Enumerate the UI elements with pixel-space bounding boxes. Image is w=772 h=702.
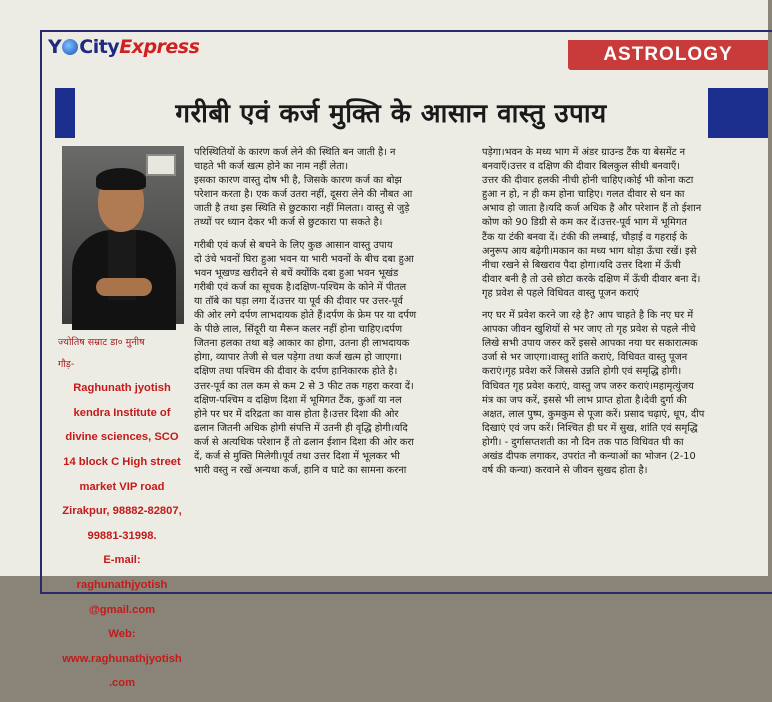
article-text-line: विधिवत गृह प्रवेश कराएं, वास्तु जप जरुर कराएं।महामृत्युंजय [482, 380, 694, 392]
author-photo [62, 146, 184, 324]
article-text-line: दक्षिण तथा पश्चिम की दीवार के दर्पण हानिकारक होते है। [194, 366, 398, 378]
article-text-line: भवन भूखण्ड खरीदने से बचें क्योंकि दबा हुआ भवन भूखंड [194, 267, 399, 279]
byline-contact-line: Zirakpur, 98882-82807, [62, 505, 182, 518]
article-text-line: नीचा रखने से बिखराव पैदा होगा।यदि उत्तर दिशा में ऊँची [482, 259, 681, 271]
article-text-line: उत्तर-पूर्व का तल कम से कम 2 से 3 फीट तक गहरा करवा दें। [194, 380, 414, 392]
article-text-line: अभाव हो जाता है।यदि कर्ज अधिक है और परेशान हैं तो ईशान [482, 203, 702, 215]
article-text-line: होगी। - दुर्गासप्तशती का नौ दिन तक पाठ विधिवत घी का [482, 436, 684, 448]
byline-contact-line: .com [108, 677, 136, 690]
article-text-line: परिस्थितियों के कारण कर्ज लेने की स्थिति बन जाती है। न [194, 147, 396, 158]
article-text-line: परेशान करता है। एक कर्ज उतरा नहीं, दूसरा लेने की नौबत आ [194, 189, 413, 201]
article-text-line: इसका कारण वास्तु दोष भी है, जिसके कारण कर्ज का बोझ [194, 175, 402, 187]
headline-bar-right [708, 88, 768, 138]
article-text-line: कराएं।गृह प्रवेश करें जिससे उन्नति होगी एवं समृद्धि होगी। [482, 366, 682, 378]
article-text-line: भारी वस्तु न रखें अन्यथा कर्ज, हानि व घाटे का सामना करना [194, 465, 407, 477]
article-text-line: आपका जीवन खुशियों से भर जाए तो गृह प्रवेश से पहले नीचे [482, 324, 696, 336]
byline-contact-line: raghunathjyotish [76, 578, 168, 591]
article-text-line: ढलान जितनी अधिक होगी संपत्ति में उतनी ही वृद्धि होगी।यदि [194, 422, 408, 434]
logo-city: City [79, 36, 120, 58]
article-text-line: या तॉबे का घड़ा लगा दें।उत्तर या पूर्व की दीवार पर उत्तर-पूर्व [194, 295, 403, 307]
article-text-line: टैंक या टंकी बनवा दें। टंकी की लम्बाई, चौड़ाई व गहराई के [482, 231, 688, 243]
article-text-line: होने पर घर में दरिद्रता का वास होता है।उत्तर दिशा की ओर [194, 408, 399, 420]
byline-contact-line: @gmail.com [88, 603, 156, 616]
article-text-line: पड़ेगा।भवन के मध्य भाग में अंडर ग्राउन्ड टैंक या बेसमेंट न [482, 147, 686, 158]
article-text-line: अक्षत, लाल पुष्प, कुमकुम से पूजा करें। प्रसाद चढ़ाएं, धूप, दीप [482, 408, 705, 420]
article-text-line: वर्ष की कन्या) करवाने से जीवन सुखद होता है। [482, 465, 648, 477]
article-text-line: कर्ज से अत्यधिक परेशान हैं तो ढलान ईशान दिशा की ओर करा [194, 436, 414, 448]
article-text-line: जितना हलका तथा बड़े आकार का होगा, उतना ही लाभदायक [194, 338, 410, 350]
city-express-logo [48, 36, 199, 66]
article-text-line: की ओर लगे दर्पण लाभदायक होते हैं।दर्पण के फ्रेम पर या दर्पण [194, 310, 417, 322]
byline-contact-line: www.raghunathjyotish [62, 652, 182, 665]
article-text-line: दीवार बनी है तो उसे छोटा करके दक्षिण में ऊँची दीवार बना दें। [482, 273, 701, 285]
article-text-line: दिखाएं एवं जप करें। निश्चित ही घर में सुख, शांति एवं समृद्धि [482, 422, 698, 434]
article-text-line: दें, कर्ज से मुक्ति मिलेगी।पूर्व तथा उत्तर दिशा में भूलकर भी [194, 450, 400, 462]
paragraph-break [194, 231, 464, 239]
article-headline: गरीबी एवं कर्ज मुक्ति के आसान वास्तु उपाय [175, 99, 607, 129]
byline-contact-line: Raghunath jyotish [73, 382, 171, 395]
globe-icon [62, 39, 78, 55]
paragraph-break [482, 301, 760, 309]
logo-y: Y [48, 36, 62, 58]
headline-bar-left [55, 88, 75, 138]
article-text-line: होगा, व्यापार तेजी से चल पड़ेगा तथा कर्ज खत्म हो जाएगा। [194, 352, 402, 364]
section-label: ASTROLOGY [568, 40, 768, 70]
byline-contact-line: kendra Institute of [73, 406, 171, 419]
article-text-line: तथ्यों पर ध्यान देकर भी कर्ज से छुटकारा पा सकते है। [194, 217, 383, 229]
byline-contact-line: divine sciences, SCO [65, 431, 179, 444]
byline-contact-line: 14 block C High street [63, 455, 181, 468]
byline-hindi-line: ज्योतिष सम्राट डा० मुनीष [58, 336, 145, 348]
author-byline [52, 326, 192, 702]
article-text-line: हुआ न हो, न ही कम होना चाहिए। गलत दीवार से धन का [482, 189, 685, 201]
byline-hindi [52, 336, 192, 372]
byline-contact-line: Web: [108, 628, 136, 641]
article-text-line: उत्तर की दीवार हलकी नीची होनी चाहिए।कोई भी कोना कटा [482, 175, 694, 187]
article-text-line: लिखे सभी उपाय जरुर करें इससे आपका नया घर सकारात्मक [482, 338, 698, 350]
article-text-line: मंत्र का जप करें, इससे भी लाभ प्राप्त होता है।देवी दुर्गा की [482, 394, 687, 406]
byline-contact-line: market VIP road [79, 480, 165, 493]
article-text-line: गरीबी एवं कर्ज से बचने के लिए कुछ आसान वास्तु उपाय [194, 239, 393, 251]
byline-contact [52, 382, 192, 691]
byline-contact-line: E-mail: [103, 554, 141, 567]
article-text-line: दक्षिण-पश्चिम व दक्षिण दिशा में भूमिगत टैंक, कुआँ या नल [194, 394, 402, 406]
article-text-line: अनुरूप आय बढ़ेगी।मकान का मध्य भाग थोड़ा ऊँचा रखें। इसे [482, 245, 697, 257]
article-text-line: चाहते भी कर्ज खत्म होने का नाम नहीं लेता। [194, 161, 349, 173]
article-column-2 [482, 146, 760, 478]
article-text-line: जाती है तथा इस स्थिति से छुटकारा नहीं मिलता। वास्तु से जुड़े [194, 203, 410, 215]
byline-hindi-line: गौड़- [58, 359, 75, 370]
article-text-line: उर्जा से भर जाएगा।वास्तु शांति कराएं, विधिवत वास्तु पूजन [482, 352, 688, 364]
article-column-1 [194, 146, 464, 478]
byline-contact-line: 99881-31998. [87, 529, 157, 542]
article-text-line: गरीबी एवं कर्ज का सूचक है।दक्षिण-पश्चिम के कोने में पीतल [194, 281, 407, 293]
article-text-line: बनवाएँ।उत्तर व दक्षिण की दीवार बिलकुल सीधी बनवाएँ। [482, 161, 680, 173]
article-text-line: नए घर में प्रवेश करने जा रहे है? आप चाहते है कि नए घर में [482, 310, 694, 322]
article-text-line: के पीछे लाल, सिंदूरी या मैरून कलर नहीं होना चाहिए।दर्पण [194, 324, 403, 336]
article-text-line: अखंड दीपक लगाकर, उपरांत नौ कन्याओं का भोजन (2-10 [482, 450, 696, 462]
logo-express: Express [119, 36, 200, 58]
article-text-line: कोण को 90 डिग्री से कम कर दें।उत्तर-पूर्व भाग में भूमिगत [482, 217, 687, 229]
article-text-line: गृह प्रवेश से पहले विधिवत वास्तु पूजन कराएं [482, 287, 639, 299]
article-text-line: दो उंचे भवनों घिरा हुआ भवन या भारी भवनों के बीच दबा हुआ [194, 253, 414, 265]
